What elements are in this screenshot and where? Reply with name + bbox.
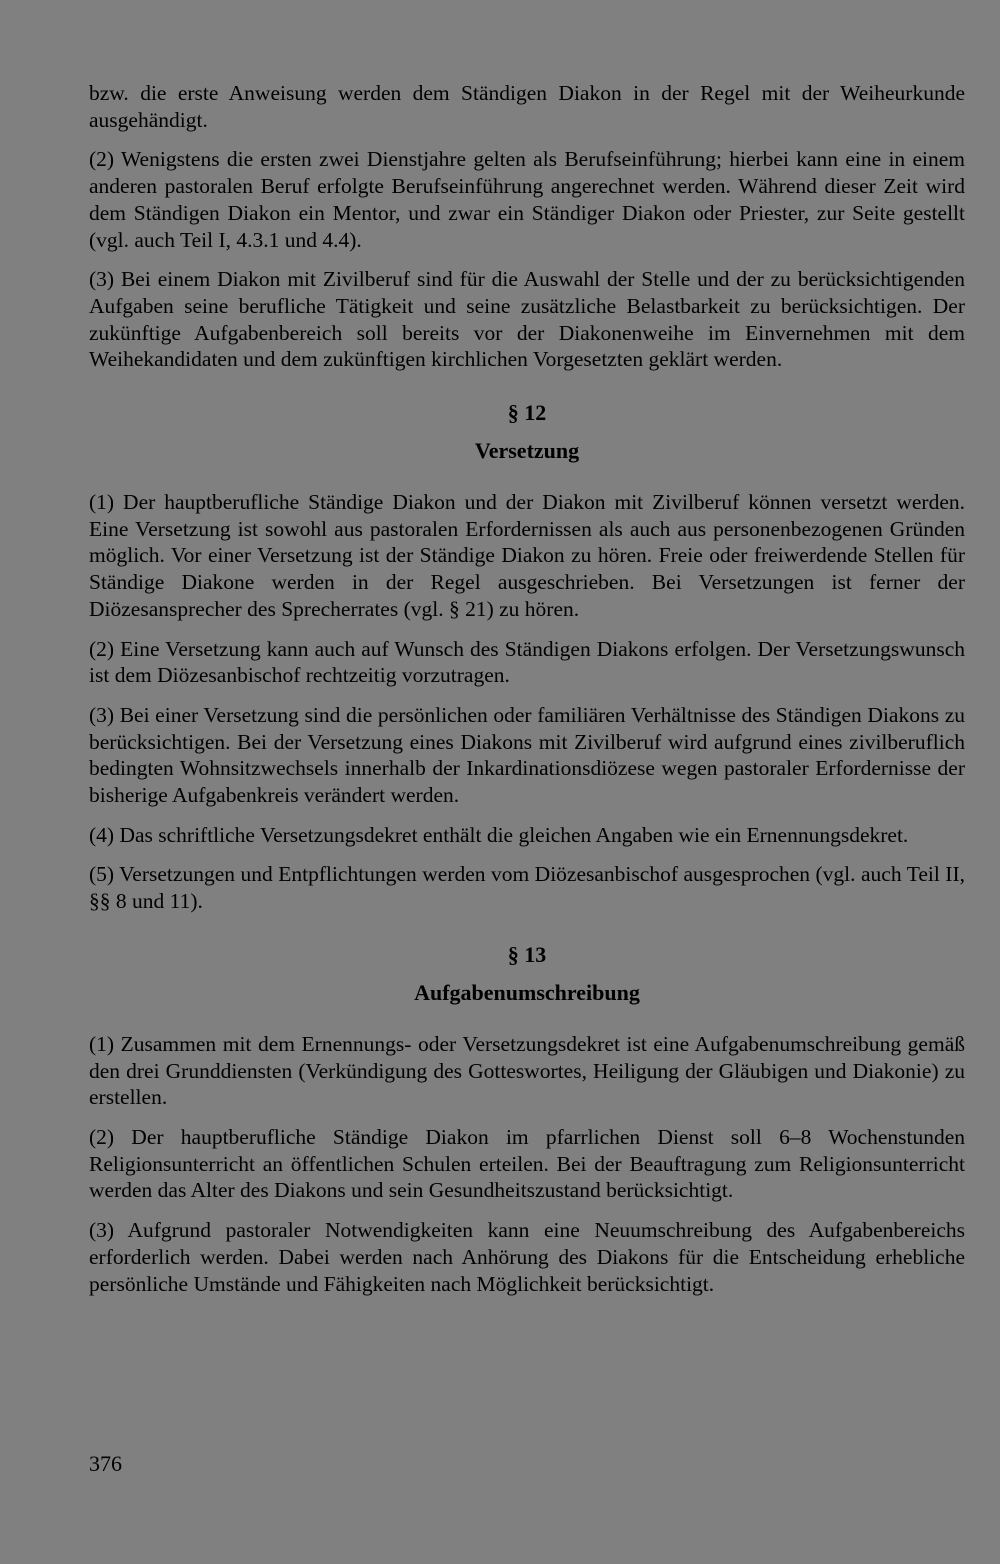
- paragraph: (3) Aufgrund pastoraler Notwendigkeiten kann eine Neuumschreibung des Aufgabenbereichs erforderlich werden. Dabei werden nach Anhörung des Diakons für die Entscheidung erhebliche persönliche Umstände und Fähigkeiten nach Möglichkeit berücksichtigt.: [89, 1218, 965, 1296]
- page-number: 376: [89, 1451, 122, 1476]
- section-13: [89, 941, 965, 1297]
- paragraph: (2) Der hauptberufliche Ständige Diakon im pfarrlichen Dienst soll 6–8 Wochenstunden Religionsunterricht an öffentlichen Schulen erteilen. Bei der Beauftragung zum Religionsunterricht werden das Alter des Diakons und sein Gesundheitszustand berücksichtigt.: [89, 1124, 965, 1203]
- paragraph: (4) Das schriftliche Versetzungsdekret enthält die gleichen Angaben wie ein Ernennungsdekret.: [89, 822, 909, 847]
- paragraph: (3) Bei einem Diakon mit Zivilberuf sind für die Auswahl der Stelle und der zu berücksichtigenden Aufgaben seine berufliche Tätigkeit und seine zusätzliche Belastbarkeit zu berücksichtigen. Der zukünftige Aufgabenbereich soll bereits vor der Diakonenweihe im Einvernehmen mit dem Weihekandidaten und dem zukünftigen kirchlichen Vorgesetzten geklärt werden.: [89, 267, 965, 372]
- section-number: § 13: [507, 941, 547, 967]
- section-12: [89, 399, 965, 915]
- section-title: Aufgabenumschreibung: [414, 979, 640, 1005]
- paragraph: (5) Versetzungen und Entpflichtungen werden vom Diözesanbischof ausgesprochen (vgl. auch Teil II, §§ 8 und 11).: [89, 862, 965, 914]
- paragraph: (1) Der hauptberufliche Ständige Diakon und der Diakon mit Zivilberuf können versetzt werden. Eine Versetzung ist sowohl aus pastoralen Erfordernissen als auch aus personenbezogenen Gründen möglich. Vor einer Versetzung ist der Ständige Diakon zu hören. Freie oder freiwerdende Stellen für Ständige Diakone werden in der Regel ausgeschrieben. Bei Versetzungen ist ferner der Diözesansprecher des Sprecherrates (vgl. § 21) zu hören.: [89, 490, 965, 621]
- document-page: [89, 80, 965, 1310]
- paragraph: bzw. die erste Anweisung werden dem Ständigen Diakon in der Regel mit der Weiheurkunde ausgehändigt.: [89, 81, 965, 132]
- paragraph: (2) Wenigstens die ersten zwei Dienstjahre gelten als Berufseinführung; hierbei kann eine in einem anderen pastoralen Beruf erfolgte Berufseinführung angerechnet werden. Während dieser Zeit wird dem Ständigen Diakon ein Mentor, und zwar ein Ständiger Diakon oder Priester, zur Seite gestellt (vgl. auch Teil I, 4.3.1 und 4.4).: [89, 147, 965, 252]
- paragraph: (1) Zusammen mit dem Ernennungs- oder Versetzungsdekret ist eine Aufgabenumschreibung gemäß den drei Grunddiensten (Verkündigung des Gotteswortes, Heiligung der Gläubigen und Diakonie) zu erstellen.: [89, 1031, 965, 1110]
- paragraph: (2) Eine Versetzung kann auch auf Wunsch des Ständigen Diakons erfolgen. Der Versetzungswunsch ist dem Diözesanbischof rechtzeitig vorzutragen.: [89, 636, 965, 688]
- section-number: § 12: [507, 400, 547, 426]
- section-title: Versetzung: [474, 438, 580, 464]
- paragraph: (3) Bei einer Versetzung sind die persönlichen oder familiären Verhältnisse des Ständigen Diakons zu berücksichtigen. Bei der Versetzung eines Diakons mit Zivilberuf wird aufgrund eines zivilberuflich bedingten Wohnsitzwechsels innerhalb der Inkardinationsdiözese wegen pastoraler Erfordernisse der bisherige Aufgabenkreis verändert werden.: [89, 702, 965, 808]
